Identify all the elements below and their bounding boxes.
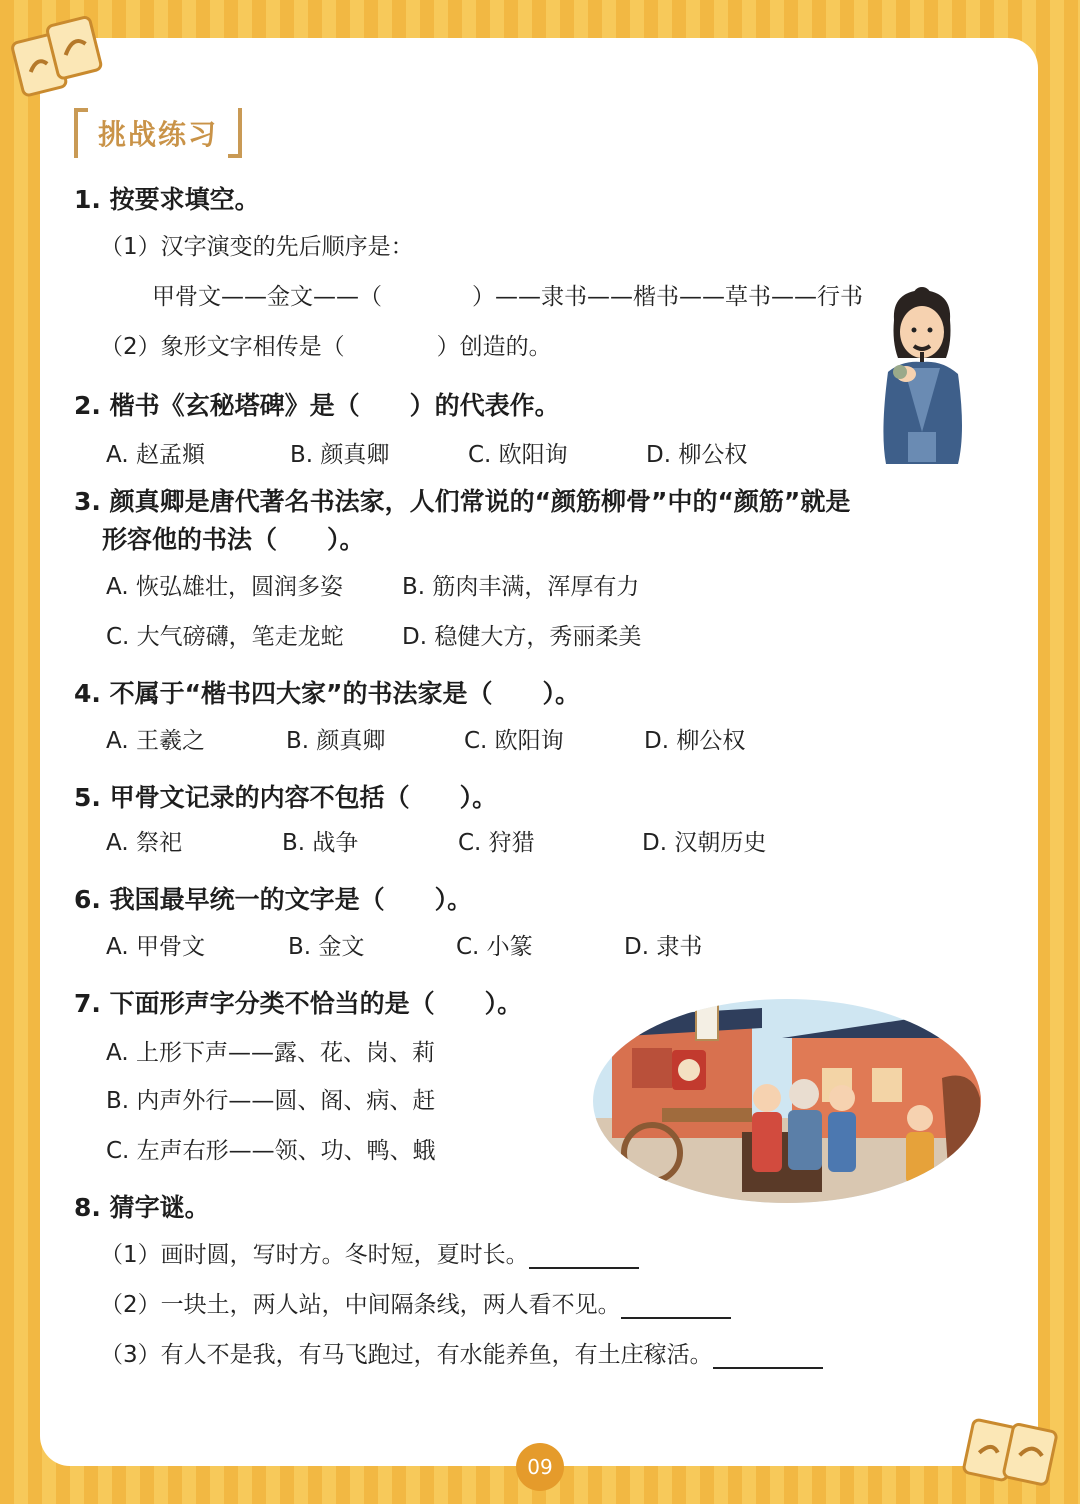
riddle-2-text: （2）一块土，两人站，中间隔条线，两人看不见。	[100, 1292, 621, 1318]
question-1-sub1-label: （1）汉字演变的先后顺序是：	[100, 234, 414, 260]
option: C. 欧阳询	[468, 442, 568, 468]
riddle-1-text: （1）画时圆，写时方。冬时短，夏时长。	[100, 1242, 529, 1268]
option: B. 金文	[288, 934, 365, 960]
option: B. 战争	[282, 830, 359, 856]
sub2-part-b: ）创造的。	[436, 334, 552, 360]
sequence-part-a: 甲骨文——金文——（	[152, 284, 382, 310]
option: A. 王羲之	[106, 728, 205, 754]
scroll-decoration-icon	[958, 1410, 1070, 1496]
option: D. 汉朝历史	[642, 830, 767, 856]
option: B. 筋肉丰满，浑厚有力	[402, 574, 640, 600]
scroll-decoration-icon	[6, 14, 118, 100]
question-1-sub2	[100, 328, 552, 361]
section-title	[74, 108, 242, 158]
sequence-part-b: ）——隶书——楷书——草书——行书	[472, 284, 863, 310]
question-7-title: 7. 下面形声字分类不恰当的是（ ）。	[74, 989, 523, 1018]
option: A. 祭祀	[106, 830, 182, 856]
option: D. 隶书	[624, 934, 703, 960]
option: B. 颜真卿	[290, 442, 390, 468]
option: C. 欧阳询	[464, 728, 564, 754]
page-number: 09	[516, 1443, 564, 1491]
scholar-illustration	[872, 282, 972, 468]
option: A. 恢弘雄壮，圆润多姿	[106, 574, 343, 600]
option: A. 上形下声——露、花、岗、莉	[106, 1040, 435, 1066]
riddle-3	[100, 1336, 823, 1369]
question-1-title: 1. 按要求填空。	[74, 185, 260, 214]
question-1-sequence	[152, 278, 863, 311]
question-2-title: 2. 楷书《玄秘塔碑》是（ ）的代表作。	[74, 391, 560, 420]
option: A. 甲骨文	[106, 934, 205, 960]
option: C. 小篆	[456, 934, 533, 960]
option: C. 大气磅礴，笔走龙蛇	[106, 624, 344, 650]
option: A. 赵孟頫	[106, 442, 205, 468]
answer-blank[interactable]	[621, 1291, 731, 1319]
question-8-title: 8. 猜字谜。	[74, 1193, 210, 1222]
option: C. 左声右形——领、功、鸭、蛾	[106, 1138, 436, 1164]
question-4-title: 4. 不属于“楷书四大家”的书法家是（ ）。	[74, 679, 580, 708]
section-title-text: 挑战练习	[98, 118, 219, 151]
option: B. 颜真卿	[286, 728, 386, 754]
sub2-part-a: （2）象形文字相传是（	[100, 334, 345, 360]
option: D. 柳公权	[646, 442, 748, 468]
option: D. 柳公权	[644, 728, 746, 754]
option: B. 内声外行——圆、阁、病、赶	[106, 1088, 436, 1114]
ancient-street-illustration	[592, 998, 982, 1204]
riddle-1	[100, 1236, 639, 1269]
question-5-title: 5. 甲骨文记录的内容不包括（ ）。	[74, 783, 498, 812]
riddle-2	[100, 1286, 731, 1319]
question-6-title: 6. 我国最早统一的文字是（ ）。	[74, 885, 473, 914]
answer-blank[interactable]	[713, 1341, 823, 1369]
question-3-title-line1: 3. 颜真卿是唐代著名书法家，人们常说的“颜筋柳骨”中的“颜筋”就是	[74, 487, 851, 516]
answer-blank[interactable]	[529, 1241, 639, 1269]
riddle-3-text: （3）有人不是我，有马飞跑过，有水能养鱼，有土庄稼活。	[100, 1342, 713, 1368]
option: C. 狩猎	[458, 830, 535, 856]
question-3-title-line2: 形容他的书法（ ）。	[102, 525, 365, 554]
option: D. 稳健大方，秀丽柔美	[402, 624, 642, 650]
